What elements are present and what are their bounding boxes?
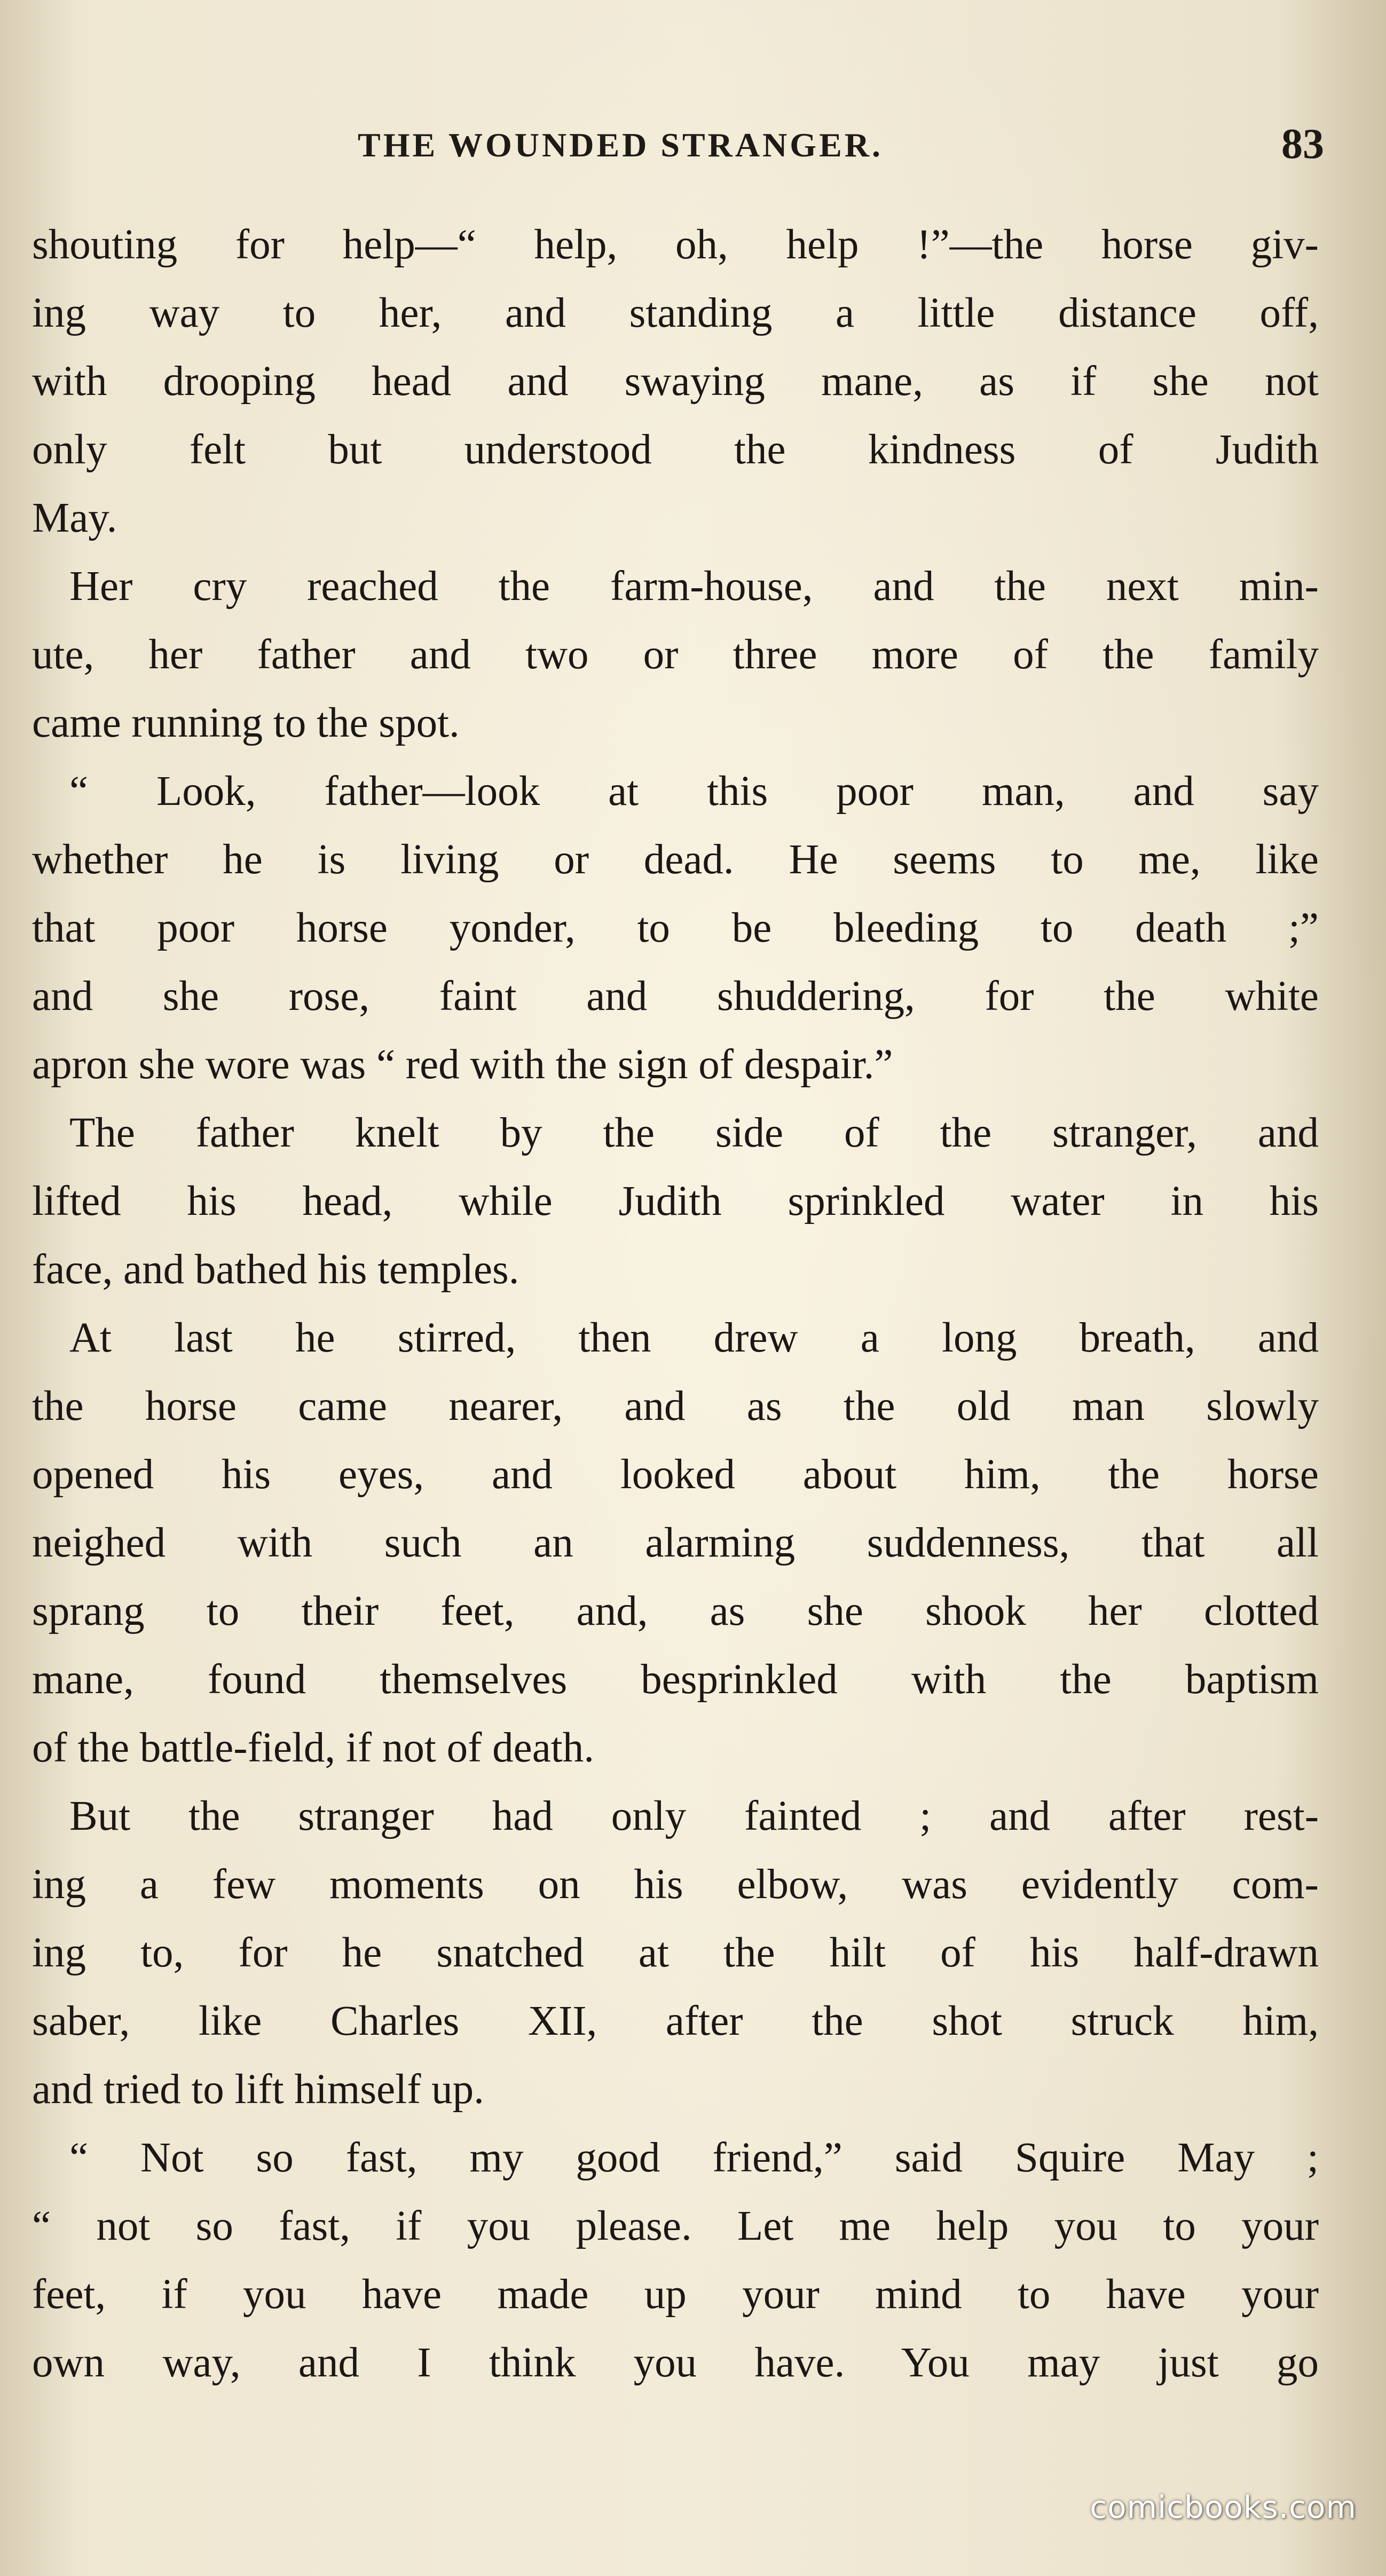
text-line: “ Not so fast, my good friend,” said Squire May ; <box>69 2135 1319 2181</box>
text-line: But the stranger had only fainted ; and after rest- <box>69 1793 1319 1839</box>
text-line: and she rose, faint and shuddering, for the white <box>32 973 1319 1020</box>
text-line: The father knelt by the side of the stranger, and <box>69 1110 1319 1156</box>
paragraph <box>32 1304 1319 1782</box>
text-line: “ Look, father—look at this poor man, and say <box>69 768 1319 815</box>
paragraph <box>32 1099 1319 1304</box>
text-line: ute, her father and two or three more of the family <box>32 631 1319 678</box>
text-line: neighed with such an alarming suddenness, that all <box>32 1520 1319 1566</box>
page-number: 83 <box>1281 121 1324 168</box>
text-line: At last he stirred, then drew a long breath, and <box>69 1315 1319 1361</box>
text-line: Her cry reached the farm-house, and the next min- <box>69 563 1319 610</box>
watermark: comicbooks.com <box>1090 2489 1357 2525</box>
text-line: only felt but understood the kindness of Judith <box>32 426 1319 473</box>
paragraph <box>32 2124 1319 2397</box>
text-line: and tried to lift himself up. <box>32 2066 484 2113</box>
text-line: of the battle-field, if not of death. <box>32 1725 594 1771</box>
text-line: came running to the spot. <box>32 700 460 746</box>
page-header <box>32 115 1324 173</box>
text-line: apron she wore was “ red with the sign of despair.” <box>32 1041 893 1088</box>
text-line: May. <box>32 495 117 541</box>
paragraph <box>32 211 1319 552</box>
text-line: the horse came nearer, and as the old man slowly <box>32 1383 1319 1429</box>
text-line: whether he is living or dead. He seems to me, like <box>32 836 1319 883</box>
paragraph <box>32 552 1319 757</box>
text-line: shouting for help—“ help, oh, help !”—the horse giv- <box>32 222 1319 268</box>
text-line: own way, and I think you have. You may just go <box>32 2340 1319 2386</box>
running-head: THE WOUNDED STRANGER. <box>358 126 883 164</box>
text-line: ing a few moments on his elbow, was evidently com- <box>32 1861 1319 1908</box>
text-line: with drooping head and swaying mane, as if she not <box>32 358 1319 405</box>
text-line: that poor horse yonder, to be bleeding to death ;” <box>32 905 1319 951</box>
text-line: feet, if you have made up your mind to have your <box>32 2271 1319 2318</box>
paragraph <box>32 1782 1319 2124</box>
text-line: mane, found themselves besprinkled with the baptism <box>32 1656 1319 1703</box>
body-text <box>32 211 1319 2397</box>
text-line: “ not so fast, if you please. Let me help you to your <box>32 2203 1319 2249</box>
text-line: face, and bathed his temples. <box>32 1246 519 1293</box>
text-line: lifted his head, while Judith sprinkled water in his <box>32 1178 1319 1224</box>
text-line: ing way to her, and standing a little distance off, <box>32 290 1319 336</box>
text-line: saber, like Charles XII, after the shot struck him, <box>32 1998 1319 2044</box>
text-line: sprang to their feet, and, as she shook her clotted <box>32 1588 1319 1634</box>
paragraph <box>32 757 1319 1099</box>
text-line: opened his eyes, and looked about him, the horse <box>32 1451 1319 1498</box>
text-line: ing to, for he snatched at the hilt of his half-drawn <box>32 1930 1319 1976</box>
